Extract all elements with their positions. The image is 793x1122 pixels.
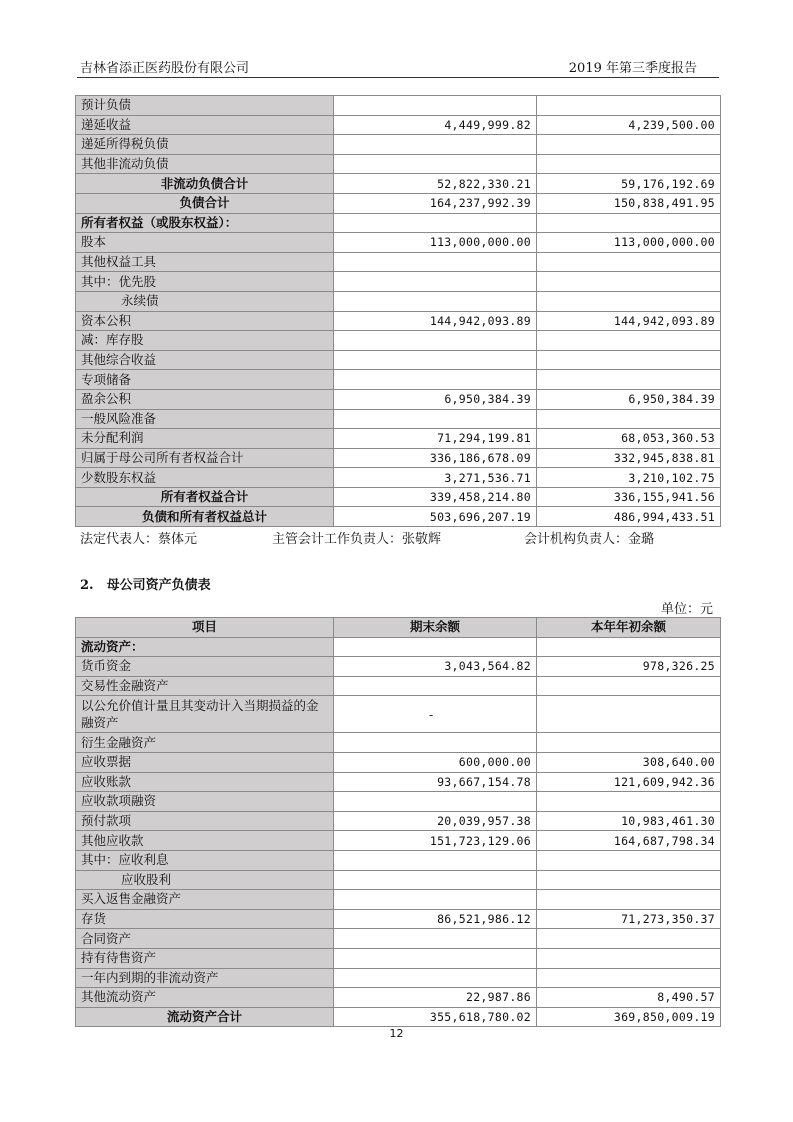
ending-balance-cell xyxy=(334,272,537,292)
ending-balance-cell: 600,000.00 xyxy=(334,752,537,772)
table-row xyxy=(76,850,721,870)
row-label: 存货 xyxy=(76,909,334,929)
opening-balance-cell xyxy=(537,948,721,968)
ending-balance-cell xyxy=(334,850,537,870)
opening-balance-cell: 10,983,461.30 xyxy=(537,811,721,831)
row-label: 递延所得税负债 xyxy=(76,135,334,155)
table-row xyxy=(76,657,721,677)
table-row xyxy=(76,487,721,507)
row-label: 非流动负债合计 xyxy=(76,174,334,194)
section-title: 2. 母公司资产负债表 xyxy=(80,578,211,593)
table-row xyxy=(76,174,721,194)
table-row xyxy=(76,213,721,233)
row-label: 持有待售资产 xyxy=(76,948,334,968)
row-label: 股本 xyxy=(76,233,334,253)
ending-balance-cell xyxy=(334,792,537,812)
ending-balance-cell xyxy=(334,350,537,370)
opening-balance-cell: 3,210,102.75 xyxy=(537,468,721,488)
ending-balance-cell: 71,294,199.81 xyxy=(334,429,537,449)
opening-balance-cell xyxy=(537,870,721,890)
row-label: 所有者权益（或股东权益）： xyxy=(76,213,334,233)
opening-balance-cell xyxy=(537,676,721,696)
table-row xyxy=(76,870,721,890)
ending-balance-cell: 144,942,093.89 xyxy=(334,311,537,331)
ending-balance-cell: 151,723,129.06 xyxy=(334,831,537,851)
opening-balance-cell: 332,945,838.81 xyxy=(537,448,721,468)
table-row xyxy=(76,968,721,988)
header-divider xyxy=(77,77,719,78)
ending-balance-cell xyxy=(334,929,537,949)
ending-balance-cell: 503,696,207.19 xyxy=(334,507,537,527)
row-label: 以公允价值计量且其变动计入当期损益的金融资产 xyxy=(76,696,334,733)
table-row xyxy=(76,811,721,831)
row-label: 减：库存股 xyxy=(76,331,334,351)
opening-balance-cell xyxy=(537,733,721,753)
row-label: 买入返售金融资产 xyxy=(76,890,334,910)
table-row xyxy=(76,96,721,116)
ending-balance-cell xyxy=(334,968,537,988)
ending-balance-cell xyxy=(334,370,537,390)
opening-balance-cell: 121,609,942.36 xyxy=(537,772,721,792)
opening-balance-cell xyxy=(537,929,721,949)
ending-balance-cell xyxy=(334,135,537,155)
row-label: 应收账款 xyxy=(76,772,334,792)
parent-balance-sheet-table xyxy=(75,617,721,1027)
row-label: 其他综合收益 xyxy=(76,350,334,370)
opening-balance-cell: 369,850,009.19 xyxy=(537,1007,721,1027)
opening-balance-cell: 8,490.57 xyxy=(537,988,721,1008)
opening-balance-cell xyxy=(537,792,721,812)
row-label-text: 应收股利 xyxy=(121,871,172,887)
ending-balance-cell: 4,449,999.82 xyxy=(334,115,537,135)
ending-balance-cell: - xyxy=(334,696,537,733)
unit-label: 单位：元 xyxy=(660,602,713,617)
opening-balance-cell xyxy=(537,272,721,292)
ending-balance-cell xyxy=(334,252,537,272)
opening-balance-cell: 144,942,093.89 xyxy=(537,311,721,331)
table-row xyxy=(76,676,721,696)
row-label: 货币资金 xyxy=(76,657,334,677)
table-row xyxy=(76,468,721,488)
row-label: 未分配利润 xyxy=(76,429,334,449)
opening-balance-cell: 164,687,798.34 xyxy=(537,831,721,851)
row-label: 交易性金融资产 xyxy=(76,676,334,696)
table-row xyxy=(76,135,721,155)
row-label: 其他非流动负债 xyxy=(76,154,334,174)
opening-balance-cell xyxy=(537,409,721,429)
table-row xyxy=(76,252,721,272)
row-label: 盈余公积 xyxy=(76,389,334,409)
table-row xyxy=(76,890,721,910)
table-row xyxy=(76,370,721,390)
ending-balance-cell: 3,043,564.82 xyxy=(334,657,537,677)
table-row xyxy=(76,637,721,657)
opening-balance-cell xyxy=(537,213,721,233)
ending-balance-cell xyxy=(334,890,537,910)
table-row xyxy=(76,909,721,929)
ending-balance-cell: 20,039,957.38 xyxy=(334,811,537,831)
ending-balance-cell: 86,521,986.12 xyxy=(334,909,537,929)
opening-balance-cell xyxy=(537,696,721,733)
table-row xyxy=(76,115,721,135)
opening-balance-cell: 150,838,491.95 xyxy=(537,193,721,213)
opening-balance-cell: 6,950,384.39 xyxy=(537,389,721,409)
opening-balance-cell xyxy=(537,331,721,351)
table-row xyxy=(76,350,721,370)
row-label: 其中：优先股 xyxy=(76,272,334,292)
page-number: 12 xyxy=(389,1027,404,1040)
row-label: 归属于母公司所有者权益合计 xyxy=(76,448,334,468)
opening-balance-cell: 71,273,350.37 xyxy=(537,909,721,929)
row-label: 合同资产 xyxy=(76,929,334,949)
table-row xyxy=(76,311,721,331)
row-label: 其他应收款 xyxy=(76,831,334,851)
table-row xyxy=(76,193,721,213)
opening-balance-cell xyxy=(537,252,721,272)
ending-balance-cell: 355,618,780.02 xyxy=(334,1007,537,1027)
ending-balance-cell: 164,237,992.39 xyxy=(334,193,537,213)
ending-balance-cell xyxy=(334,291,537,311)
row-label: 专项储备 xyxy=(76,370,334,390)
row-label: 其他权益工具 xyxy=(76,252,334,272)
opening-balance-cell xyxy=(537,154,721,174)
header-company: 吉林省添正医药股份有限公司 xyxy=(80,61,250,76)
header-ending-balance: 期末余额 xyxy=(334,618,537,638)
table-row xyxy=(76,792,721,812)
ending-balance-cell xyxy=(334,676,537,696)
row-label-text: 永续债 xyxy=(121,293,159,309)
opening-balance-cell xyxy=(537,350,721,370)
opening-balance-cell: 113,000,000.00 xyxy=(537,233,721,253)
row-label: 递延收益 xyxy=(76,115,334,135)
table-row xyxy=(76,233,721,253)
table-row xyxy=(76,331,721,351)
row-label: 流动资产合计 xyxy=(76,1007,334,1027)
opening-balance-cell: 336,155,941.56 xyxy=(537,487,721,507)
opening-balance-cell: 308,640.00 xyxy=(537,752,721,772)
table-row xyxy=(76,409,721,429)
accounting-supervisor: 主管会计工作负责人：张敬辉 xyxy=(272,532,442,547)
row-label: 少数股东权益 xyxy=(76,468,334,488)
table-row xyxy=(76,948,721,968)
header-item: 项目 xyxy=(76,618,334,638)
row-label: 应收票据 xyxy=(76,752,334,772)
row-label: 一年内到期的非流动资产 xyxy=(76,968,334,988)
row-label: 应收款项融资 xyxy=(76,792,334,812)
ending-balance-cell: 113,000,000.00 xyxy=(334,233,537,253)
table-row xyxy=(76,291,721,311)
table-row xyxy=(76,772,721,792)
table-row xyxy=(76,733,721,753)
table-row xyxy=(76,929,721,949)
table-row xyxy=(76,696,721,733)
ending-balance-cell: 336,186,678.09 xyxy=(334,448,537,468)
ending-balance-cell xyxy=(334,96,537,116)
opening-balance-cell: 68,053,360.53 xyxy=(537,429,721,449)
row-label: 资本公积 xyxy=(76,311,334,331)
table-row xyxy=(76,154,721,174)
ending-balance-cell: 22,987.86 xyxy=(334,988,537,1008)
row-label: 衍生金融资产 xyxy=(76,733,334,753)
row-label: 负债合计 xyxy=(76,193,334,213)
balance-sheet-table-continued xyxy=(75,95,721,527)
table-header-row xyxy=(76,618,721,638)
ending-balance-cell: 6,950,384.39 xyxy=(334,389,537,409)
row-label: 一般风险准备 xyxy=(76,409,334,429)
row-label: 其他流动资产 xyxy=(76,988,334,1008)
ending-balance-cell: 339,458,214.80 xyxy=(334,487,537,507)
ending-balance-cell: 3,271,536.71 xyxy=(334,468,537,488)
opening-balance-cell xyxy=(537,637,721,657)
ending-balance-cell xyxy=(334,637,537,657)
opening-balance-cell xyxy=(537,968,721,988)
table-row xyxy=(76,389,721,409)
legal-representative: 法定代表人：蔡体元 xyxy=(80,532,198,547)
row-label xyxy=(76,870,334,890)
ending-balance-cell xyxy=(334,409,537,429)
ending-balance-cell xyxy=(334,331,537,351)
ending-balance-cell xyxy=(334,154,537,174)
opening-balance-cell: 4,239,500.00 xyxy=(537,115,721,135)
opening-balance-cell xyxy=(537,370,721,390)
table-row xyxy=(76,429,721,449)
ending-balance-cell: 52,822,330.21 xyxy=(334,174,537,194)
row-label xyxy=(76,291,334,311)
ending-balance-cell xyxy=(334,733,537,753)
table-row xyxy=(76,272,721,292)
row-label: 预计负债 xyxy=(76,96,334,116)
opening-balance-cell: 486,994,433.51 xyxy=(537,507,721,527)
opening-balance-cell: 59,176,192.69 xyxy=(537,174,721,194)
row-label: 负债和所有者权益总计 xyxy=(76,507,334,527)
header-report-title: 2019 年第三季度报告 xyxy=(568,61,697,76)
opening-balance-cell xyxy=(537,890,721,910)
ending-balance-cell xyxy=(334,948,537,968)
opening-balance-cell xyxy=(537,135,721,155)
accounting-agency-head: 会计机构负责人：金璐 xyxy=(524,532,655,547)
table-row xyxy=(76,448,721,468)
table-row xyxy=(76,507,721,527)
table-row xyxy=(76,1007,721,1027)
ending-balance-cell: 93,667,154.78 xyxy=(334,772,537,792)
opening-balance-cell xyxy=(537,96,721,116)
ending-balance-cell xyxy=(334,213,537,233)
header-opening-balance: 本年年初余额 xyxy=(537,618,721,638)
opening-balance-cell xyxy=(537,850,721,870)
opening-balance-cell xyxy=(537,291,721,311)
table-row xyxy=(76,831,721,851)
opening-balance-cell: 978,326.25 xyxy=(537,657,721,677)
table-row xyxy=(76,988,721,1008)
table-row xyxy=(76,752,721,772)
row-label: 所有者权益合计 xyxy=(76,487,334,507)
ending-balance-cell xyxy=(334,870,537,890)
row-label: 流动资产： xyxy=(76,637,334,657)
row-label: 其中：应收利息 xyxy=(76,850,334,870)
row-label: 预付款项 xyxy=(76,811,334,831)
